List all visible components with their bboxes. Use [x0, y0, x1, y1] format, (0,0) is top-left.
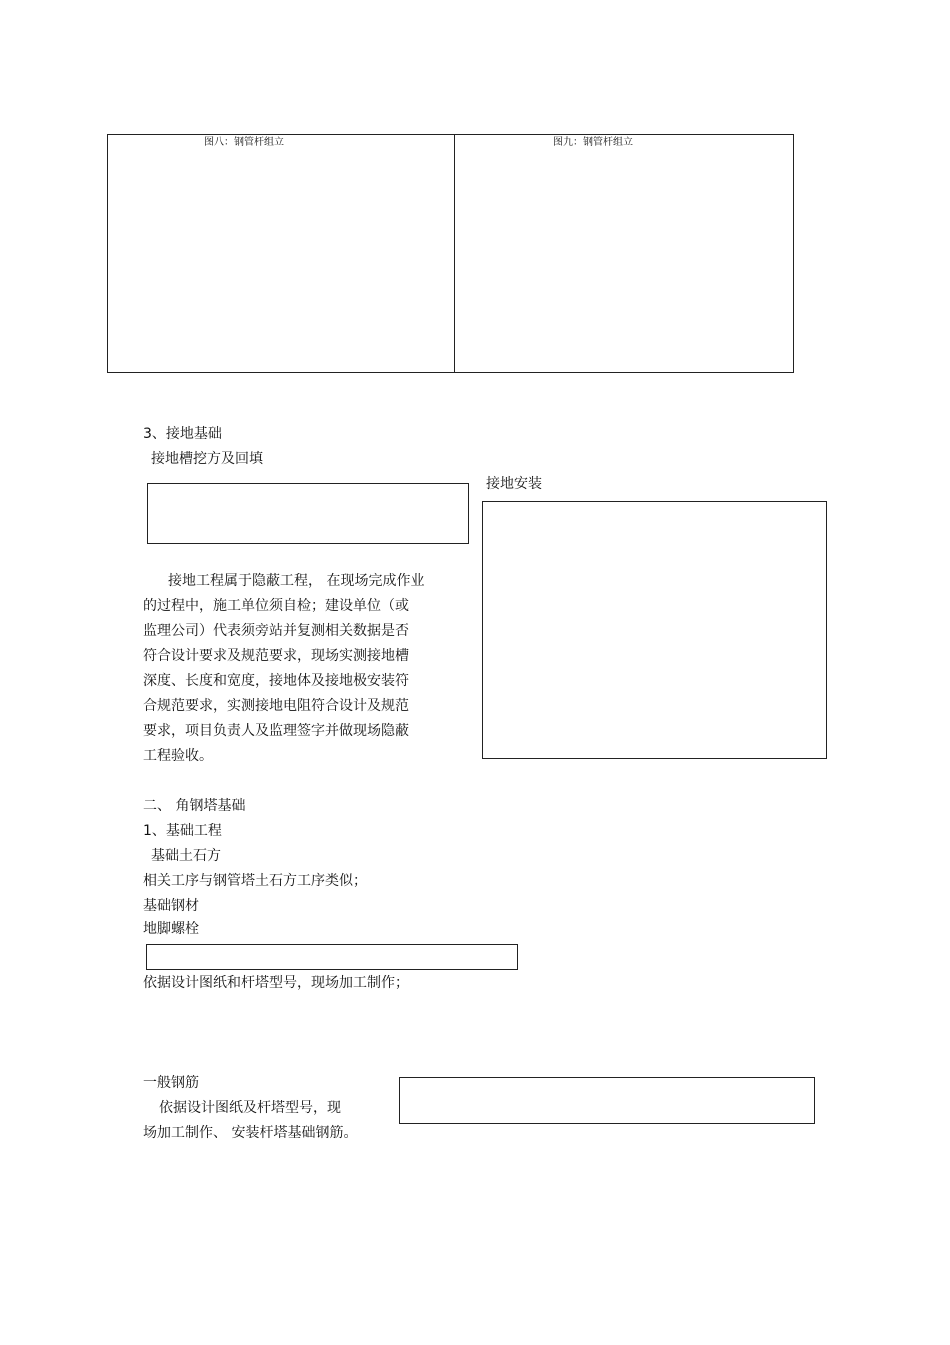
trench-image-placeholder	[147, 483, 469, 544]
paragraph-line: 接地工程属于隐蔽工程， 在现场完成作业	[168, 573, 425, 589]
section-heading-angle-tower: 二、 角钢塔基础	[143, 798, 246, 814]
rebar-text-line-1: 依据设计图纸及杆塔型号，现	[159, 1100, 341, 1116]
figure-8-caption: 图八：钢管杆组立	[204, 137, 284, 148]
paragraph-line: 深度、长度和宽度，接地体及接地极安装符	[143, 673, 409, 689]
paragraph-line: 合规范要求，实测接地电阻符合设计及规范	[143, 698, 409, 714]
subheading-install: 接地安装	[486, 476, 542, 492]
paragraph-line: 工程验收。	[143, 748, 213, 764]
section-heading-grounding: 3、接地基础	[143, 426, 222, 442]
subheading-foundation-works: 1、基础工程	[143, 823, 222, 839]
install-image-placeholder	[482, 501, 827, 759]
subheading-rebar: 一般钢筋	[143, 1075, 199, 1091]
figure-9-caption: 图九：钢管杆组立	[553, 137, 633, 148]
subheading-steel: 基础钢材	[143, 898, 199, 914]
subheading-earthwork: 基础土石方	[151, 848, 221, 864]
figure-divider	[454, 134, 455, 373]
paragraph-line: 的过程中，施工单位须自检；建设单位（或	[143, 598, 409, 614]
rebar-image-placeholder	[399, 1077, 815, 1124]
paragraph-line: 监理公司）代表须旁站并复测相关数据是否	[143, 623, 409, 639]
anchor-bolt-text: 依据设计图纸和杆塔型号，现场加工制作；	[143, 975, 409, 991]
subheading-trench: 接地槽挖方及回填	[151, 451, 263, 467]
rebar-text-line-2: 场加工制作、 安装杆塔基础钢筋。	[143, 1125, 358, 1141]
paragraph-line: 符合设计要求及规范要求，现场实测接地槽	[143, 648, 409, 664]
earthwork-text: 相关工序与钢管塔土石方工序类似；	[143, 873, 367, 889]
paragraph-line: 要求，项目负责人及监理签字并做现场隐蔽	[143, 723, 409, 739]
grounding-paragraph	[143, 569, 424, 769]
anchor-bolt-image-placeholder	[146, 944, 518, 970]
subheading-anchor-bolt: 地脚螺栓	[143, 921, 199, 937]
figure-table	[107, 134, 794, 373]
